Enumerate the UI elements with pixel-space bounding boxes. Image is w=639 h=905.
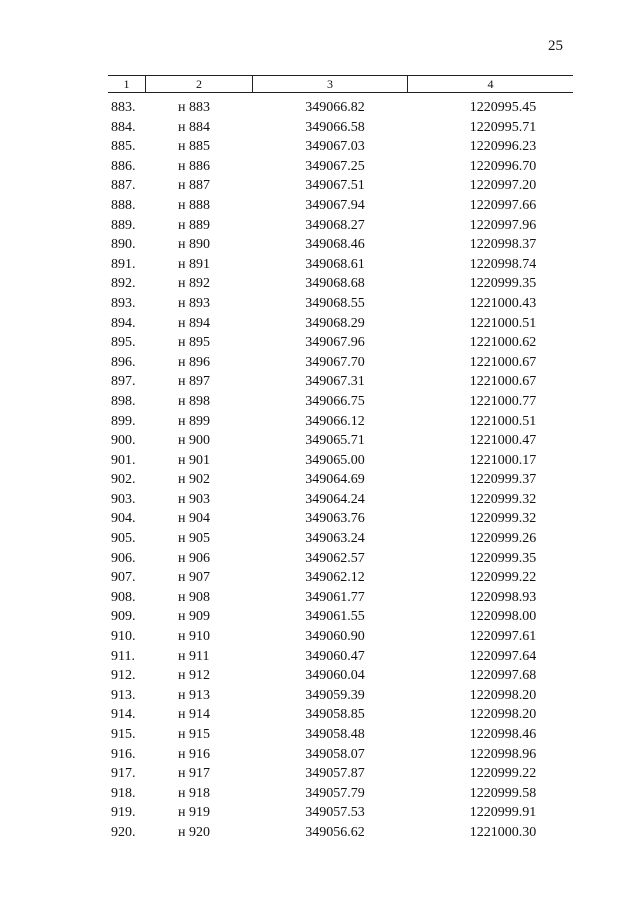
coordinate-x: 349064.24 <box>305 491 365 507</box>
coordinate-x: 349063.24 <box>305 531 365 547</box>
coordinate-y: 1221000.51 <box>469 413 537 429</box>
row-number: 886. <box>111 158 136 174</box>
table-row <box>0 686 639 706</box>
coordinate-y: 1220999.35 <box>469 550 537 566</box>
point-id: н 890 <box>178 237 210 253</box>
coordinate-x: 349067.51 <box>305 178 365 194</box>
table-row <box>0 255 639 275</box>
point-id: н 898 <box>178 393 210 409</box>
coordinate-x: 349067.31 <box>305 374 365 390</box>
coordinate-y: 1220999.32 <box>469 511 537 527</box>
coordinate-y: 1220996.23 <box>469 139 537 155</box>
column-header-1: 1 <box>108 76 146 92</box>
coordinate-x: 349068.46 <box>305 237 365 253</box>
table-row <box>0 588 639 608</box>
row-number: 919. <box>111 805 136 821</box>
table-row <box>0 392 639 412</box>
row-number: 888. <box>111 197 136 213</box>
coordinate-y: 1220997.96 <box>469 217 537 233</box>
coordinate-y: 1220998.93 <box>469 589 537 605</box>
coordinate-x: 349067.70 <box>305 354 365 370</box>
coordinate-y: 1221000.30 <box>469 824 537 840</box>
point-id: н 906 <box>178 550 210 566</box>
coordinate-x: 349067.03 <box>305 139 365 155</box>
coordinate-x: 349060.90 <box>305 629 365 645</box>
row-number: 905. <box>111 531 136 547</box>
coordinate-x: 349057.53 <box>305 805 365 821</box>
point-id: н 891 <box>178 256 210 272</box>
table-row <box>0 98 639 118</box>
coordinate-x: 349063.76 <box>305 511 365 527</box>
coordinate-y: 1220995.71 <box>469 119 537 135</box>
point-id: н 912 <box>178 668 210 684</box>
table-row <box>0 274 639 294</box>
table-row <box>0 607 639 627</box>
row-number: 896. <box>111 354 136 370</box>
coordinate-y: 1221000.77 <box>469 393 537 409</box>
coordinate-x: 349057.87 <box>305 766 365 782</box>
table-row <box>0 118 639 138</box>
coordinate-x: 349068.61 <box>305 256 365 272</box>
point-id: н 917 <box>178 766 210 782</box>
coordinate-x: 349066.12 <box>305 413 365 429</box>
table-row <box>0 568 639 588</box>
point-id: н 911 <box>178 648 210 664</box>
row-number: 889. <box>111 217 136 233</box>
point-id: н 918 <box>178 785 210 801</box>
table-body <box>0 98 639 843</box>
point-id: н 908 <box>178 589 210 605</box>
row-number: 915. <box>111 727 136 742</box>
row-number: 907. <box>111 570 136 586</box>
coordinate-y: 1220997.61 <box>469 629 537 645</box>
table-row <box>0 647 639 667</box>
table-row <box>0 666 639 686</box>
table-row <box>0 803 639 823</box>
coordinate-x: 349067.96 <box>305 335 365 351</box>
coordinate-x: 349062.57 <box>305 550 365 566</box>
coordinate-x: 349061.55 <box>305 609 365 625</box>
row-number: 893. <box>111 295 136 311</box>
coordinate-x: 349060.04 <box>305 668 365 684</box>
row-number: 895. <box>111 335 136 351</box>
row-number: 920. <box>111 824 136 840</box>
coordinate-y: 1220997.64 <box>469 648 537 664</box>
table-row <box>0 451 639 471</box>
table-row <box>0 784 639 804</box>
row-number: 899. <box>111 413 136 429</box>
point-id: н 887 <box>178 178 210 194</box>
coordinate-y: 1220997.68 <box>469 668 537 684</box>
coordinate-y: 1220998.46 <box>469 727 537 742</box>
table-row <box>0 490 639 510</box>
table-row <box>0 372 639 392</box>
coordinate-y: 1220998.20 <box>469 707 537 723</box>
row-number: 884. <box>111 119 136 135</box>
table-row <box>0 333 639 353</box>
point-id: н 909 <box>178 609 210 625</box>
row-number: 891. <box>111 256 136 272</box>
coordinate-y: 1220996.70 <box>469 158 537 174</box>
table-row <box>0 823 639 843</box>
coordinate-x: 349057.79 <box>305 785 365 801</box>
point-id: н 892 <box>178 276 210 292</box>
table-row <box>0 294 639 314</box>
table-row <box>0 627 639 647</box>
coordinate-x: 349066.82 <box>305 100 365 115</box>
coordinate-y: 1220999.37 <box>469 472 537 488</box>
coordinate-y: 1220999.22 <box>469 570 537 586</box>
coordinate-x: 349068.27 <box>305 217 365 233</box>
coordinate-y: 1220999.58 <box>469 785 537 801</box>
point-id: н 904 <box>178 511 210 527</box>
point-id: н 919 <box>178 805 210 821</box>
point-id: н 894 <box>178 315 210 331</box>
table-row <box>0 431 639 451</box>
coordinate-x: 349068.55 <box>305 295 365 311</box>
coordinate-x: 349058.85 <box>305 707 365 723</box>
row-number: 900. <box>111 433 136 449</box>
point-id: н 883 <box>178 100 210 115</box>
table-row <box>0 314 639 334</box>
row-number: 885. <box>111 139 136 155</box>
column-header-4: 4 <box>487 77 494 91</box>
row-number: 903. <box>111 491 136 507</box>
table-row <box>0 549 639 569</box>
coordinate-x: 349068.29 <box>305 315 365 331</box>
row-number: 906. <box>111 550 136 566</box>
coordinate-y: 1220997.20 <box>469 178 537 194</box>
point-id: н 886 <box>178 158 210 174</box>
coordinate-y: 1220998.96 <box>469 746 537 762</box>
row-number: 901. <box>111 452 136 468</box>
coordinate-y: 1221000.67 <box>469 374 537 390</box>
coordinate-y: 1220999.35 <box>469 276 537 292</box>
point-id: н 897 <box>178 374 210 390</box>
row-number: 902. <box>111 472 136 488</box>
row-number: 918. <box>111 785 136 801</box>
coordinate-y: 1220999.22 <box>469 766 537 782</box>
coordinate-y: 1220999.91 <box>469 805 537 821</box>
row-number: 892. <box>111 276 136 292</box>
column-header-3: 3 <box>253 76 408 92</box>
coordinate-y: 1221000.62 <box>469 335 537 351</box>
table-row <box>0 725 639 745</box>
coordinate-x: 349065.00 <box>305 452 365 468</box>
table-header <box>108 75 573 93</box>
point-id: н 901 <box>178 452 210 468</box>
point-id: н 896 <box>178 354 210 370</box>
table-row <box>0 470 639 490</box>
point-id: н 900 <box>178 433 210 449</box>
row-number: 917. <box>111 766 136 782</box>
row-number: 910. <box>111 629 136 645</box>
table-row <box>0 216 639 236</box>
row-number: 909. <box>111 609 136 625</box>
row-number: 897. <box>111 374 136 390</box>
table-row <box>0 196 639 216</box>
coordinate-y: 1220997.66 <box>469 197 537 213</box>
point-id: н 915 <box>178 727 210 742</box>
table-row <box>0 353 639 373</box>
table-row <box>0 705 639 725</box>
coordinate-y: 1221000.47 <box>469 433 537 449</box>
point-id: н 888 <box>178 197 210 213</box>
coordinate-x: 349059.39 <box>305 687 365 703</box>
table-row <box>0 412 639 432</box>
point-id: н 920 <box>178 824 210 840</box>
row-number: 887. <box>111 178 136 194</box>
row-number: 912. <box>111 668 136 684</box>
row-number: 890. <box>111 237 136 253</box>
coordinate-x: 349065.71 <box>305 433 365 449</box>
point-id: н 913 <box>178 687 210 703</box>
table-row <box>0 745 639 765</box>
point-id: н 895 <box>178 335 210 351</box>
coordinate-y: 1220999.32 <box>469 491 537 507</box>
page-number: 25 <box>548 38 563 54</box>
coordinate-x: 349061.77 <box>305 589 365 605</box>
coordinate-x: 349060.47 <box>305 648 365 664</box>
coordinate-y: 1220998.20 <box>469 687 537 703</box>
row-number: 883. <box>111 100 136 115</box>
coordinate-y: 1220999.26 <box>469 531 537 547</box>
coordinate-x: 349067.94 <box>305 197 365 213</box>
coordinate-y: 1221000.17 <box>469 452 537 468</box>
row-number: 916. <box>111 746 136 762</box>
row-number: 913. <box>111 687 136 703</box>
point-id: н 916 <box>178 746 210 762</box>
row-number: 908. <box>111 589 136 605</box>
column-header-2: 2 <box>146 76 253 92</box>
coordinate-x: 349058.48 <box>305 727 365 742</box>
row-number: 894. <box>111 315 136 331</box>
point-id: н 899 <box>178 413 210 429</box>
table-row <box>0 529 639 549</box>
point-id: н 885 <box>178 139 210 155</box>
row-number: 914. <box>111 707 136 723</box>
coordinate-y: 1220998.37 <box>469 237 537 253</box>
coordinate-x: 349064.69 <box>305 472 365 488</box>
coordinate-y: 1221000.51 <box>469 315 537 331</box>
point-id: н 902 <box>178 472 210 488</box>
table-row <box>0 137 639 157</box>
table-row <box>0 157 639 177</box>
point-id: н 903 <box>178 491 210 507</box>
table-row <box>0 235 639 255</box>
point-id: н 905 <box>178 531 210 547</box>
coordinate-x: 349068.68 <box>305 276 365 292</box>
row-number: 911. <box>111 648 135 664</box>
coordinate-x: 349066.58 <box>305 119 365 135</box>
coordinate-y: 1220998.00 <box>469 609 537 625</box>
row-number: 898. <box>111 393 136 409</box>
row-number: 904. <box>111 511 136 527</box>
point-id: н 889 <box>178 217 210 233</box>
coordinate-x: 349058.07 <box>305 746 365 762</box>
point-id: н 884 <box>178 119 210 135</box>
coordinate-x: 349067.25 <box>305 158 365 174</box>
point-id: н 914 <box>178 707 210 723</box>
coordinate-y: 1221000.67 <box>469 354 537 370</box>
point-id: н 893 <box>178 295 210 311</box>
coordinate-y: 1221000.43 <box>469 295 537 311</box>
coordinate-x: 349062.12 <box>305 570 365 586</box>
coordinate-y: 1220995.45 <box>469 100 537 115</box>
table-row <box>0 176 639 196</box>
table-row <box>0 509 639 529</box>
coordinate-y: 1220998.74 <box>469 256 537 272</box>
table-row <box>0 764 639 784</box>
point-id: н 910 <box>178 629 210 645</box>
coordinate-x: 349056.62 <box>305 824 365 840</box>
point-id: н 907 <box>178 570 210 586</box>
coordinate-x: 349066.75 <box>305 393 365 409</box>
